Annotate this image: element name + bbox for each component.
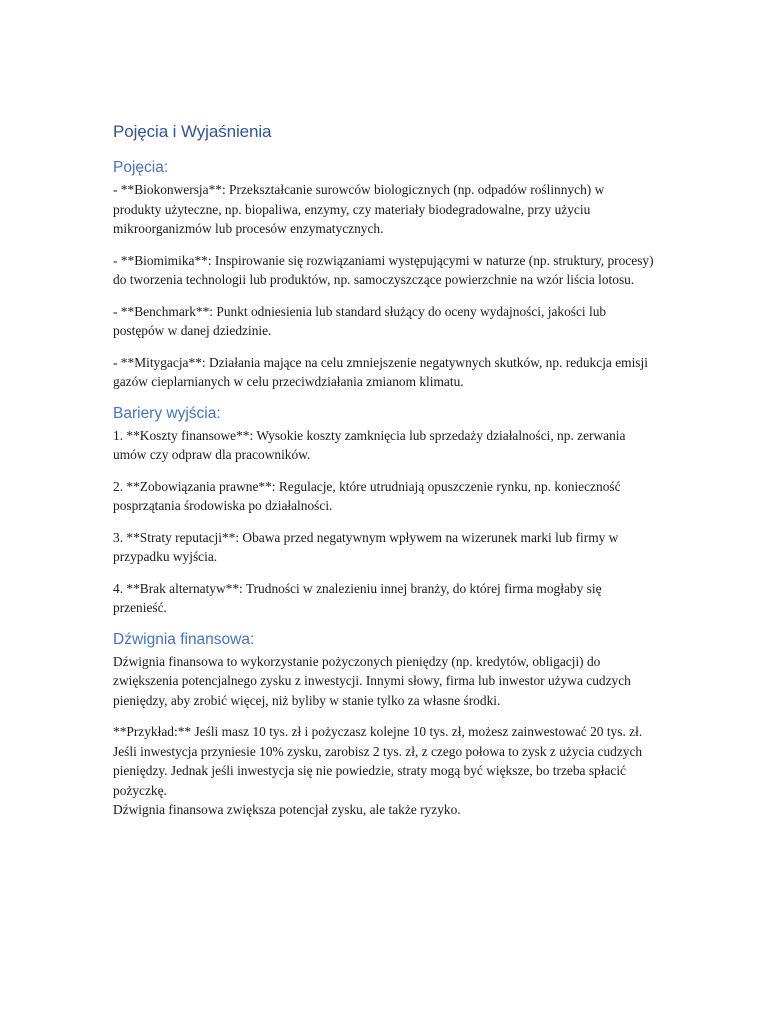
section-dzwignia-finansowa — [113, 630, 655, 820]
paragraph: - **Biokonwersja**: Przekształcanie surowców biologicznych (np. odpadów roślinnych) w produkty użyteczne, np. biopaliwa, enzymy, czy materiały biodegradowalne, przy użyciu mikroorganizmów lub procesów enzymatycznych. — [113, 182, 605, 236]
paragraph: - **Benchmark**: Punkt odniesienia lub standard służący do oceny wydajności, jakości lub postępów w danej dziedzinie. — [113, 303, 607, 338]
paragraph: 2. **Zobowiązania prawne**: Regulacje, które utrudniają opuszczenie rynku, np. konieczność posprzątania środowiska po działalności. — [113, 478, 621, 513]
paragraph: **Przykład:** Jeśli masz 10 tys. zł i pożyczasz kolejne 10 tys. zł, możesz zainwestować 20 tys. zł. Jeśli inwestycja przyniesie 10% zysku, zarobisz 2 tys. zł, z czego połowa to zysk z użycia cudzych pieniędzy. Jednak jeśli inwestycja się nie powiedzie, straty mogą być większe, bo trzeba spłacić pożyczkę. — [113, 724, 643, 798]
paragraph: - **Mitygacja**: Działania mające na celu zmniejszenie negatywnych skutków, np. redukcja emisji gazów cieplarnianych w celu przeciwdziałania zmianom klimatu. — [113, 354, 648, 389]
paragraph: Dźwignia finansowa zwiększa potencjał zysku, ale także ryzyko. — [113, 802, 461, 817]
section-heading: Bariery wyjścia: — [113, 404, 221, 422]
paragraph: - **Biomimika**: Inspirowanie się rozwiązaniami występującymi w naturze (np. struktury, procesy) do tworzenia technologii lub produktów, np. samoczyszczące powierzchnie na wzór liścia lotosu. — [113, 252, 654, 287]
section-heading: Dźwignia finansowa: — [113, 630, 255, 648]
paragraph: 1. **Koszty finansowe**: Wysokie koszty zamknięcia lub sprzedaży działalności, np. zerwania umów czy odpraw dla pracowników. — [113, 427, 626, 462]
paragraph: Dźwignia finansowa to wykorzystanie pożyczonych pieniędzy (np. kredytów, obligacji) do zwiększenia potencjalnego zysku z inwestycji. Innymi słowy, firma lub inwestor używa cudzych pieniędzy, aby zrobić więcej, niż byliby w stanie tylko za własne środki. — [113, 653, 631, 708]
paragraph: 3. **Straty reputacji**: Obawa przed negatywnym wpływem na wizerunek marki lub firmy w przypadku wyjścia. — [113, 529, 619, 564]
section-heading: Pojęcia: — [113, 159, 169, 176]
section-bariery-wyjscia — [113, 404, 655, 618]
document-title: Pojęcia i Wyjaśnienia — [113, 122, 272, 141]
section-pojecia — [113, 158, 655, 392]
paragraph: 4. **Brak alternatyw**: Trudności w znalezieniu innej branży, do której firma mogłaby się przenieść. — [113, 580, 602, 615]
